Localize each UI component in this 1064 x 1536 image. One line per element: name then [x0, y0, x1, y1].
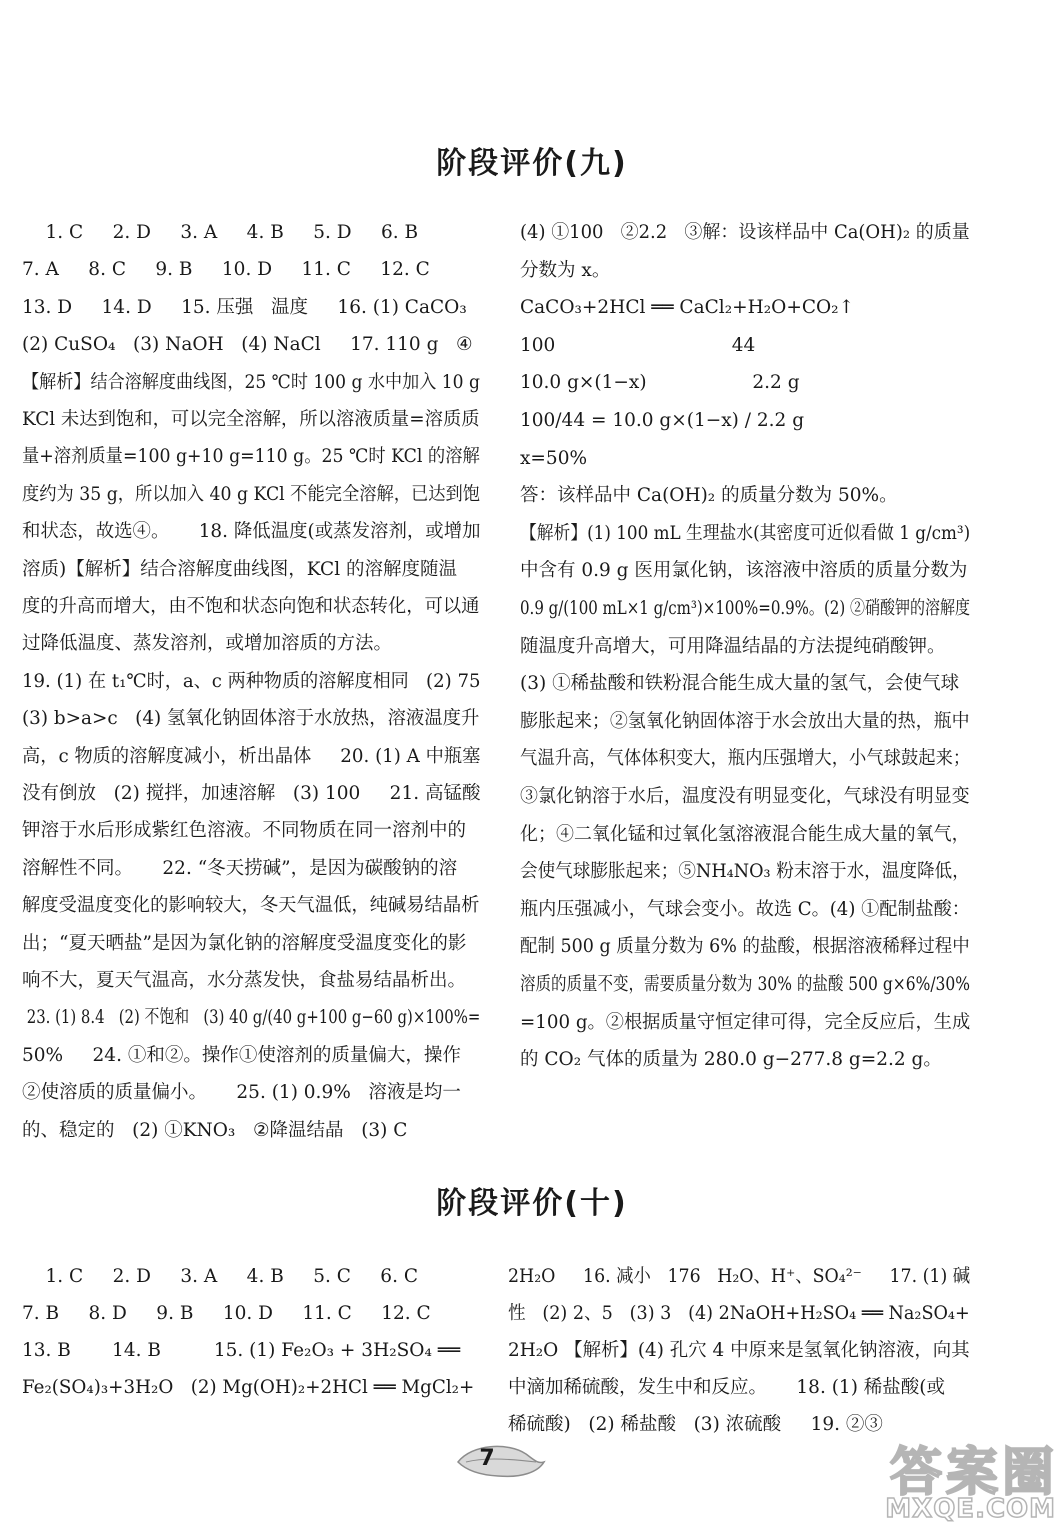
section-9-left-line: 23. (1) 8.4 (2) 不饱和 (3) 40 g/(40 g+100 g−60 g)×100%=	[22, 1007, 481, 1029]
section-9-right-line: 膨胀起来；②氢氧化钠固体溶于水会放出大量的热，瓶中	[520, 710, 970, 732]
page-number-leaf	[452, 1440, 548, 1480]
section-9-right-line: 溶质的质量不变，需要质量分数为 30% 的盐酸 500 g×6%/30%	[520, 974, 971, 995]
section-9-left-line: 13. D 14. D 15. 压强 温度 16. (1) CaCO₃	[22, 296, 467, 318]
section-10-right-line: 性 (2) 2、5 (3) 3 (4) 2NaOH+H₂SO₄ ══ Na₂SO₄+	[508, 1303, 970, 1324]
section-9-right-line: (3) ①稀盐酸和铁粉混合能生成大量的氢气，会使气球	[520, 673, 960, 695]
section-9-left-line: 过降低温度、蒸发溶剂，或增加溶质的方法。	[22, 633, 393, 655]
section-9-right-line: 随温度升高增大，可用降温结晶的方法提纯硝酸钾。	[520, 635, 946, 657]
watermark-logo-text: 答案圈	[889, 1443, 1058, 1503]
section-10-right-line: 2H₂O 【解析】(4) 孔穴 4 中原来是氢氧化钠溶液，向其	[508, 1340, 970, 1361]
section-10-left-line: Fe₂(SO₄)₃+3H₂O (2) Mg(OH)₂+2HCl ══ MgCl₂+	[22, 1377, 475, 1398]
section-9-right-line: 0.9 g/(100 mL×1 g/cm³)×100%=0.9%。(2) ②硝酸钾的溶解度	[520, 598, 970, 619]
page-number: 7	[479, 1446, 495, 1471]
watermark-url: MXQE.COM	[885, 1494, 1056, 1524]
section-10-left-line: 13. B 14. B 15. (1) Fe₂O₃ + 3H₂SO₄ ══	[22, 1340, 461, 1361]
section-9-left-line: 【解析】结合溶解度曲线图，25 ℃时 100 g 水中加入 10 g	[22, 371, 480, 393]
section-9-title: 阶段评价(九)	[436, 146, 628, 181]
section-9-right-line: 100 44	[520, 334, 756, 356]
section-9-right-line: 配制 500 g 质量分数为 6% 的盐酸，根据溶液稀释过程中	[520, 936, 970, 958]
section-9-left-line: 钾溶于水后形成紫红色溶液。不同物质在同一溶剂中的	[22, 820, 467, 842]
section-9-left-line: 没有倒放 (2) 搅拌，加速溶解 (3) 100 21. 高锰酸	[22, 783, 481, 804]
section-9-left-line: 50% 24. ①和②。操作①使溶剂的质量偏大，操作	[22, 1044, 461, 1066]
section-9-right-line: 分数为 x。	[520, 259, 611, 281]
section-9-left-line: 响不大，夏天气温高，水分蒸发快，食盐易结晶析出。	[22, 970, 467, 991]
section-9-right-line: 化；④二氧化锰和过氧化氢溶液混合能生成大量的氧气，	[520, 823, 970, 845]
section-9-right-line: (4) ①100 ②2.2 ③解：设该样品中 Ca(OH)₂ 的质量	[520, 222, 970, 243]
section-9-right-line: x=50%	[520, 447, 588, 469]
section-9-right-line: 【解析】(1) 100 mL 生理盐水(其密度可近似看做 1 g/cm³)	[520, 522, 971, 544]
section-9-right-line: 的 CO₂ 气体的质量为 280.0 g−277.8 g=2.2 g。	[520, 1049, 942, 1071]
section-9-right-line: 100/44 = 10.0 g×(1−x) / 2.2 g	[520, 410, 805, 431]
section-9-left-line: 的、稳定的 (2) ①KNO₃ ②降温结晶 (3) C	[22, 1119, 408, 1141]
section-9-left-line: 出；“夏天晒盐”是因为氯化钠的溶解度受温度变化的影	[22, 932, 467, 954]
section-9-left-line: 度的升高而增大，由不饱和状态向饱和状态转化，可以通	[22, 596, 480, 617]
section-9-left-line: 量+溶剂质量=100 g+10 g=110 g。25 ℃时 KCl 的溶解	[22, 446, 480, 468]
section-9-left-line: KCl 未达到饱和，可以完全溶解，所以溶液质量=溶质质	[22, 409, 480, 430]
section-9-left-line: 和状态，故选④。 18. 降低温度(或蒸发溶剂，或增加	[22, 521, 481, 543]
section-9-right-line: =100 g。②根据质量守恒定律可得，完全反应后，生成	[520, 1011, 971, 1033]
section-9-left-line: 溶质)【解析】结合溶解度曲线图，KCl 的溶解度随温	[22, 558, 457, 580]
section-9-left-line: 度约为 35 g，所以加入 40 g KCl 不能完全溶解，已达到饱	[22, 483, 481, 505]
section-9-left-line: ②使溶质的质量偏小。 25. (1) 0.9% 溶液是均一	[22, 1082, 461, 1104]
section-9-right-line: 瓶内压强减小，气球会变小。故选 C。(4) ①配制盐酸：	[520, 898, 970, 920]
section-10-right-line: 2H₂O 16. 减小 176 H₂O、H⁺、SO₄²⁻ 17. (1) 碱	[508, 1266, 971, 1287]
section-10-right-line: 中滴加稀硫酸，发生中和反应。 18. (1) 稀盐酸(或	[508, 1377, 946, 1398]
section-10-left-line: 1. C 2. D 3. A 4. B 5. C 6. C	[22, 1266, 418, 1287]
section-9-left-line: (2) CuSO₄ (3) NaOH (4) NaCl 17. 110 g ④	[22, 334, 473, 356]
section-9-left-line: (3) b>a>c (4) 氢氧化钠固体溶于水放热，溶液温度升	[22, 708, 480, 730]
section-10-title: 阶段评价(十)	[436, 1186, 628, 1221]
section-9-right-line: 10.0 g×(1−x) 2.2 g	[520, 372, 800, 394]
section-9-right-line: 气温升高，气体体积变大，瓶内压强增大，小气球鼓起来；	[520, 748, 971, 770]
section-9-left-line: 1. C 2. D 3. A 4. B 5. D 6. B	[22, 222, 419, 243]
section-9-left-line: 解度受温度变化的影响较大，冬天气温低，纯碱易结晶析	[22, 895, 480, 917]
section-9-right-line: 会使气球膨胀起来；⑤NH₄NO₃ 粉末溶于水，温度降低，	[520, 861, 970, 883]
section-9-left-line: 高，c 物质的溶解度减小，析出晶体 20. (1) A 中瓶塞	[22, 745, 481, 767]
section-10-right-line: 稀硫酸) (2) 稀盐酸 (3) 浓硫酸 19. ②③	[508, 1414, 883, 1435]
section-9-left-line: 7. A 8. C 9. B 10. D 11. C 12. C	[22, 259, 430, 281]
section-9-right-line: ③氯化钠溶于水后，温度没有明显变化，气球没有明显变	[520, 786, 970, 807]
section-9-right-line: 答：该样品中 Ca(OH)₂ 的质量分数为 50%。	[520, 485, 898, 507]
section-9-left-line: 溶解性不同。 22. “冬天捞碱”，是因为碳酸钠的溶	[22, 857, 458, 879]
watermark	[848, 1430, 1058, 1526]
section-9-right-line: CaCO₃+2HCl ══ CaCl₂+H₂O+CO₂↑	[520, 297, 855, 319]
section-10-left-line: 7. B 8. D 9. B 10. D 11. C 12. C	[22, 1303, 431, 1324]
section-9-left-line: 19. (1) 在 t₁℃时，a、c 两种物质的溶解度相同 (2) 75	[22, 670, 481, 692]
section-9-right-line: 中含有 0.9 g 医用氯化钠，该溶液中溶质的质量分数为	[520, 560, 968, 582]
